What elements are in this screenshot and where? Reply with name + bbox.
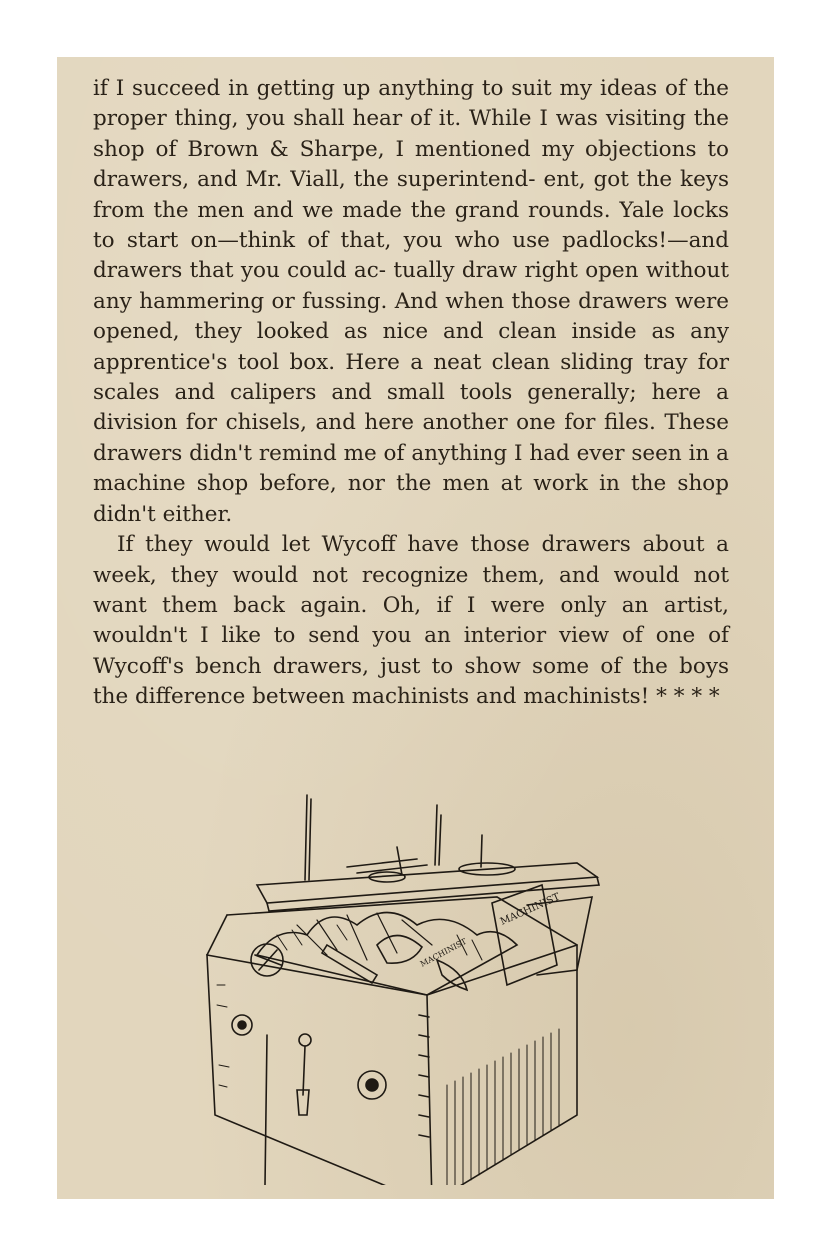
body-text [93, 74, 729, 713]
paragraph: if I succeed in getting up anything to suit my ideas of the proper thing, you shall hear of it. While I was visiting the shop of Brown & Sharpe, I mentioned my objections to drawers, and Mr. Viall, the superintend- ent, got the keys from the men and we made the grand rounds. Yale locks to start on—think of that, you who use padlocks!—and drawers that you could ac- tually draw right open without any hammering or fussing. And when those drawers were opened, they looked as nice and clean inside as any apprentice's tool box. Here a neat clean sliding tray for scales and calipers and small tools generally; here a division for chisels, and here another one for files. These drawers didn't remind me of anything I had ever seen in a machine shop before, nor the men at work in the shop didn't either. [93, 76, 729, 527]
magazine-label: MACHINIST [418, 936, 469, 969]
magazine-label: MACHINIST [498, 891, 562, 928]
paragraph: If they would let Wycoff have those drawers about a week, they would not recognize them, and would not want them back again. Oh, if I were only an artist, wouldn't I like to send you an interior view of one of Wycoff's bench drawers, just to show some of the boys the difference between machinists and machinists! * * * * [93, 532, 729, 710]
drawer-illustration [197, 785, 617, 1185]
book-page [57, 57, 774, 1199]
